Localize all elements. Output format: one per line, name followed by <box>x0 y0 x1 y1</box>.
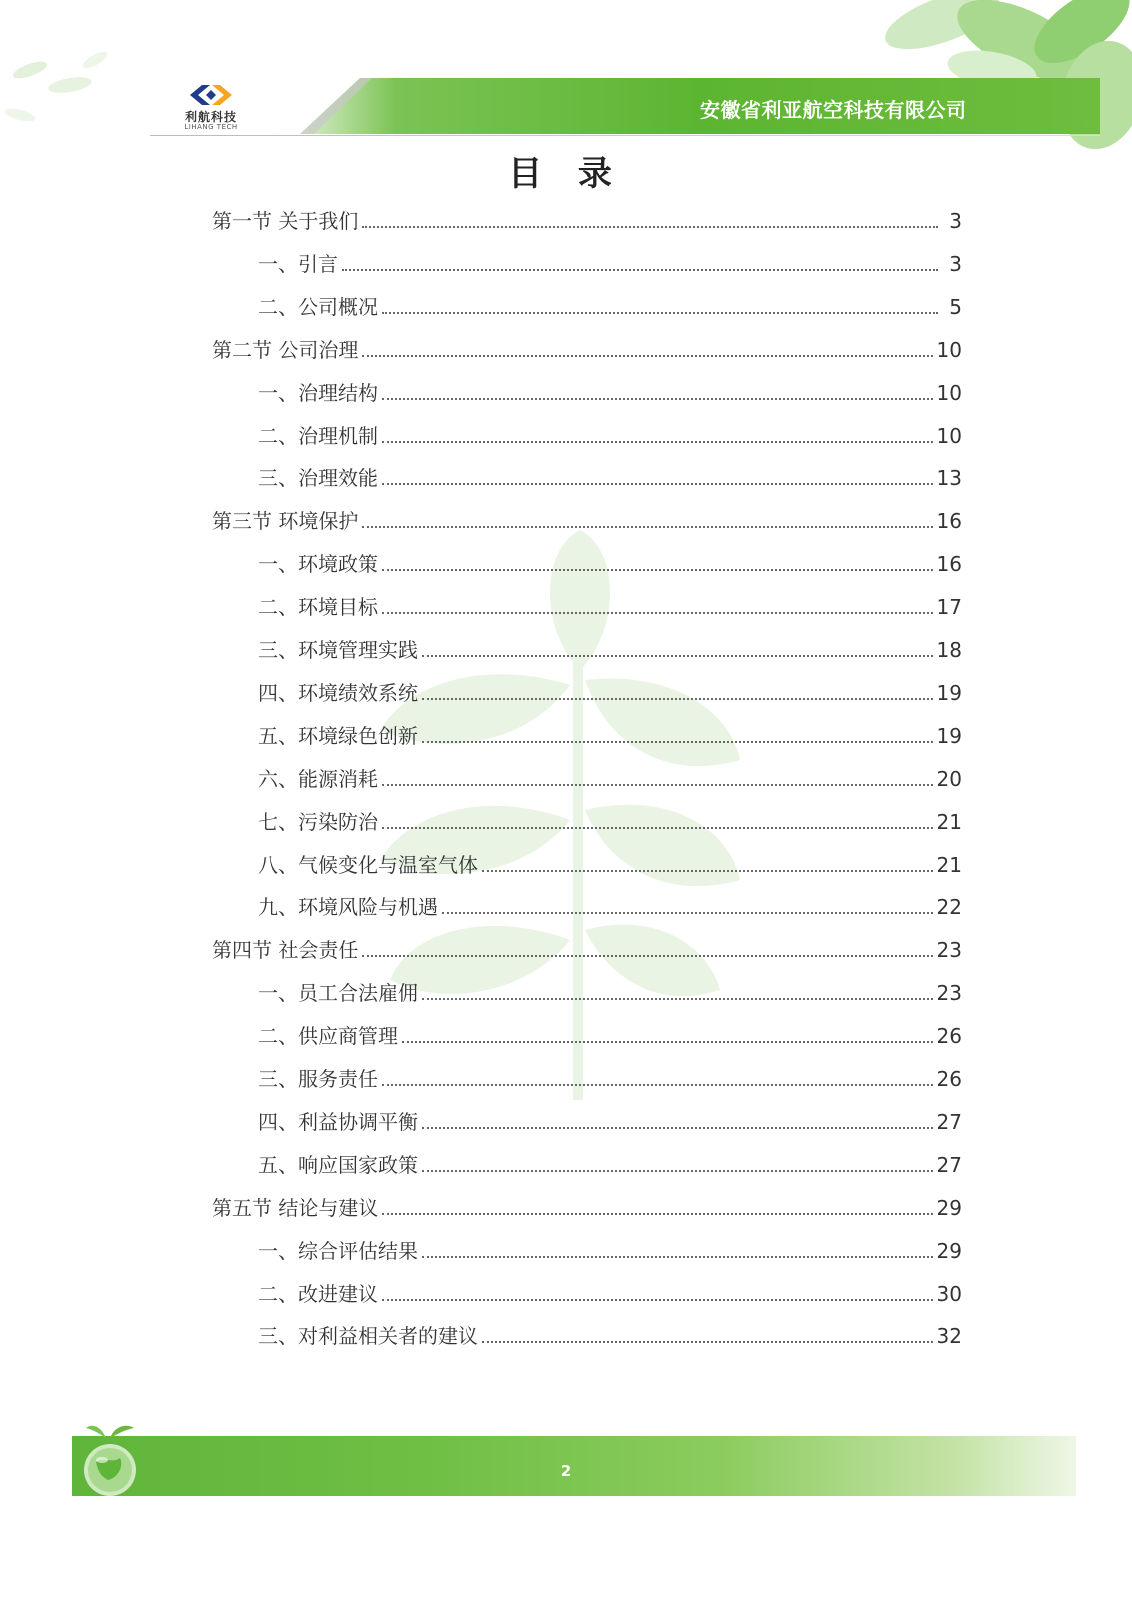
toc-entry-page: 10 <box>936 423 962 448</box>
toc-entry-page: 29 <box>936 1238 962 1263</box>
toc-entry-label: 一、环境政策 <box>258 552 378 577</box>
toc-entry-label: 二、环境目标 <box>258 595 378 620</box>
toc-dot-leader <box>382 612 933 614</box>
toc-entry[interactable] <box>258 805 962 835</box>
toc-dot-leader <box>362 355 932 357</box>
toc-entry-label: 三、治理效能 <box>258 466 378 491</box>
toc-entry-label: 三、服务责任 <box>258 1067 378 1091</box>
toc-entry[interactable] <box>258 1234 962 1264</box>
toc-dot-leader <box>362 226 938 228</box>
toc-entry-label: 第四节 社会责任 <box>212 938 359 963</box>
toc-dot-leader <box>422 655 933 657</box>
toc-dot-leader <box>482 870 933 872</box>
toc-entry-page: 30 <box>936 1281 962 1306</box>
toc-entry-page: 32 <box>936 1324 962 1349</box>
toc-entry-label: 二、改进建议 <box>258 1281 378 1306</box>
toc-entry-page: 26 <box>936 1024 962 1049</box>
toc-entry[interactable] <box>258 290 962 320</box>
toc-dot-leader <box>402 1041 933 1043</box>
toc-entry-label: 四、环境绩效系统 <box>258 680 418 705</box>
toc-entry[interactable] <box>212 504 962 534</box>
toc-entry-label: 六、能源消耗 <box>258 766 378 791</box>
toc-entry[interactable] <box>258 419 962 449</box>
toc-entry[interactable] <box>258 461 962 491</box>
toc-dot-leader <box>422 1256 933 1258</box>
toc-entry-label: 一、综合评估结果 <box>258 1238 418 1263</box>
page-number: 2 <box>560 1462 572 1480</box>
toc-dot-leader <box>382 827 933 829</box>
toc-entry-label: 五、环境绿色创新 <box>258 723 418 748</box>
toc-entry-label: 二、治理机制 <box>258 423 378 448</box>
page-title: 目 录 <box>508 154 624 194</box>
toc-entry-page: 19 <box>936 723 962 748</box>
toc-entry-label: 八、气候变化与温室气体 <box>258 852 478 877</box>
toc-entry[interactable] <box>212 204 962 234</box>
toc-entry-page: 13 <box>936 466 962 491</box>
toc-entry-page: 19 <box>936 680 962 705</box>
toc-entry[interactable] <box>258 762 962 792</box>
toc-entry-page: 16 <box>936 552 962 577</box>
toc-dot-leader <box>482 1341 933 1343</box>
toc-dot-leader <box>442 912 933 914</box>
toc-entry-label: 第五节 结论与建议 <box>212 1195 379 1220</box>
toc-dot-leader <box>422 1170 933 1172</box>
toc-entry-page: 21 <box>936 809 962 834</box>
toc-entry-label: 第一节 关于我们 <box>212 209 359 233</box>
toc-dot-leader <box>342 269 938 271</box>
toc-entry[interactable] <box>258 890 962 920</box>
toc-entry[interactable] <box>258 676 962 706</box>
toc-entry-page: 27 <box>936 1109 962 1134</box>
toc-entry-label: 一、引言 <box>258 251 338 276</box>
toc-entry-page: 23 <box>936 938 962 963</box>
toc-dot-leader <box>382 1213 932 1215</box>
toc-entry-page: 18 <box>936 638 962 662</box>
toc-dot-leader <box>382 312 938 314</box>
toc-entry-label: 二、供应商管理 <box>258 1024 398 1049</box>
logo-text-cn: 利航科技 <box>184 110 237 124</box>
toc-entry[interactable] <box>258 1019 962 1049</box>
toc-dot-leader <box>382 1084 933 1086</box>
toc-entry-label: 三、环境管理实践 <box>258 638 418 662</box>
toc-entry[interactable] <box>258 1319 962 1349</box>
toc-dot-leader <box>362 526 932 528</box>
toc-entry-label: 四、利益协调平衡 <box>258 1109 418 1134</box>
toc-dot-leader <box>422 741 933 743</box>
toc-entry-label: 一、员工合法雇佣 <box>258 981 418 1006</box>
toc-entry-label: 三、对利益相关者的建议 <box>258 1324 478 1349</box>
toc-entry-page: 26 <box>936 1067 962 1091</box>
toc-entry[interactable] <box>258 547 962 577</box>
toc-entry-page: 27 <box>936 1152 962 1177</box>
toc-dot-leader <box>382 398 933 400</box>
toc-dot-leader <box>422 698 933 700</box>
company-name: 安徽省利亚航空科技有限公司 <box>700 98 967 122</box>
toc-entry-page: 3 <box>949 251 962 276</box>
toc-entry-page: 29 <box>936 1195 962 1220</box>
toc-entry[interactable] <box>258 976 962 1006</box>
toc-dot-leader <box>382 569 933 571</box>
toc-entry[interactable] <box>258 1148 962 1178</box>
toc-entry-page: 17 <box>936 595 962 620</box>
toc-entry[interactable] <box>258 633 962 663</box>
toc-entry[interactable] <box>258 247 962 277</box>
toc-entry[interactable] <box>258 590 962 620</box>
toc-entry-label: 五、响应国家政策 <box>258 1152 418 1177</box>
toc-entry-label: 第三节 环境保护 <box>212 509 359 534</box>
toc-dot-leader <box>362 955 932 957</box>
toc-entry[interactable] <box>212 333 962 363</box>
toc-dot-leader <box>382 483 933 485</box>
toc-entry-page: 10 <box>936 380 962 405</box>
toc-entry-page: 23 <box>936 981 962 1006</box>
toc-entry-label: 一、治理结构 <box>258 380 378 405</box>
toc-dot-leader <box>382 784 933 786</box>
toc-entry-page: 16 <box>936 509 962 534</box>
toc-entry[interactable] <box>258 1277 962 1307</box>
toc-entry[interactable] <box>212 933 962 963</box>
toc-entry[interactable] <box>258 719 962 749</box>
toc-entry-page: 22 <box>936 895 962 920</box>
toc-entry-label: 第二节 公司治理 <box>212 337 359 362</box>
toc-entry-page: 3 <box>949 209 962 233</box>
toc-dot-leader <box>422 1127 933 1129</box>
toc-entry-label: 七、污染防治 <box>258 809 378 834</box>
toc-entry-label: 二、公司概况 <box>258 294 378 319</box>
toc-entry-label: 九、环境风险与机遇 <box>258 895 438 920</box>
toc-entry[interactable] <box>258 848 962 878</box>
toc-entry[interactable] <box>258 1105 962 1135</box>
toc-entry-page: 5 <box>949 294 962 319</box>
toc-dot-leader <box>382 1299 933 1301</box>
toc-dot-leader <box>382 441 933 443</box>
faded-leaves-icon <box>0 40 140 150</box>
toc-entry-page: 10 <box>936 337 962 362</box>
toc-entry-page: 20 <box>936 766 962 791</box>
header-divider <box>150 135 1100 136</box>
toc-entry[interactable] <box>212 1191 962 1221</box>
toc-entry[interactable] <box>258 1062 962 1092</box>
toc-entry-page: 21 <box>936 852 962 877</box>
logo-text-en: LIHANG TECH <box>184 123 238 131</box>
toc-dot-leader <box>422 998 933 1000</box>
toc-entry[interactable] <box>258 376 962 406</box>
